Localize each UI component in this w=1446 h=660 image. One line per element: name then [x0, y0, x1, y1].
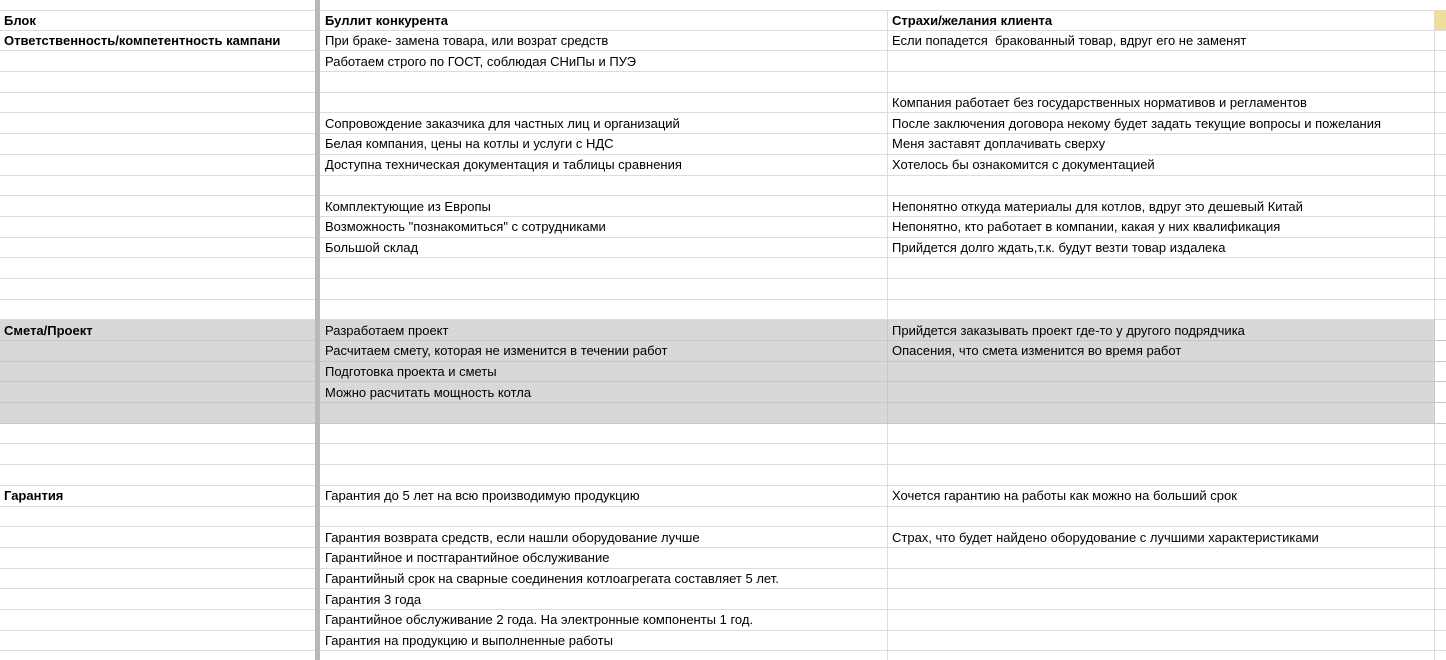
cell-block[interactable] — [0, 93, 315, 113]
cell-block[interactable] — [0, 341, 315, 361]
table-row — [0, 300, 1446, 321]
cell-fear[interactable] — [888, 424, 1435, 444]
cell-block[interactable]: Гарантия — [4, 488, 64, 504]
column-header-block[interactable]: Блок — [4, 12, 36, 28]
cell-fear[interactable] — [888, 610, 1435, 630]
cell-bullet[interactable]: Белая компания, цены на котлы и услуги с НДС — [321, 134, 888, 154]
cell-bullet[interactable]: Сопровождение заказчика для частных лиц и организаций — [321, 113, 888, 133]
table-row — [0, 548, 1446, 569]
cell-bullet[interactable] — [321, 444, 888, 464]
cell-block[interactable] — [0, 527, 315, 547]
cell-block[interactable] — [0, 569, 315, 589]
adjacent-column-cell[interactable] — [1435, 134, 1446, 154]
cell-fear[interactable] — [888, 382, 1435, 402]
cell-bullet[interactable]: Комплектующие из Европы — [321, 196, 888, 216]
adjacent-column-cell[interactable] — [1435, 196, 1446, 216]
cell-fear[interactable]: Хотелось бы ознакомится с документацией — [888, 155, 1435, 175]
cell-bullet[interactable] — [321, 651, 888, 660]
cell-bullet[interactable] — [321, 465, 888, 485]
cell-block[interactable] — [0, 589, 315, 609]
adjacent-column-cell[interactable] — [1435, 51, 1446, 71]
cell-block[interactable] — [0, 155, 315, 175]
cell-bullet[interactable] — [321, 424, 888, 444]
adjacent-column-cell[interactable] — [1435, 258, 1446, 278]
cell-bullet[interactable]: Расчитаем смету, которая не изменится в течении работ — [321, 341, 888, 361]
cell-bullet[interactable]: Подготовка проекта и сметы — [321, 362, 888, 382]
adjacent-column-cell[interactable] — [1435, 31, 1446, 51]
cell-bullet[interactable] — [321, 507, 888, 527]
table-row — [0, 527, 1446, 548]
cell-bullet[interactable]: Возможность "познакомиться" с сотрудниками — [321, 217, 888, 237]
table-row — [0, 238, 1446, 259]
cell-block[interactable] — [0, 258, 315, 278]
cell-block[interactable] — [0, 465, 315, 485]
cell-fear[interactable]: Компания работает без государственных нормативов и регламентов — [888, 93, 1435, 113]
cell-block[interactable] — [0, 424, 315, 444]
adjacent-column-cell[interactable] — [1435, 93, 1446, 113]
cell-fear[interactable] — [888, 362, 1435, 382]
cell-bullet[interactable] — [321, 300, 888, 320]
adjacent-column-cell[interactable] — [1435, 424, 1446, 444]
table-row — [0, 155, 1446, 176]
table-row — [0, 72, 1446, 93]
cell-bullet[interactable]: Работаем строго по ГОСТ, соблюдая СНиПы и ПУЭ — [321, 51, 888, 71]
adjacent-column-cell[interactable] — [1435, 72, 1446, 92]
adjacent-column-cell[interactable] — [1435, 279, 1446, 299]
adjacent-column-cell[interactable] — [1435, 113, 1446, 133]
sheet-grid — [0, 10, 1446, 660]
cell-fear[interactable] — [888, 589, 1435, 609]
table-row — [0, 176, 1446, 197]
cell-bullet[interactable]: При браке- замена товара, или возрат средств — [321, 31, 888, 51]
cell-bullet[interactable]: Гарантия возврата средств, если нашли оборудование лучше — [321, 527, 888, 547]
table-row — [0, 51, 1446, 72]
cell-fear[interactable]: Непонятно, кто работает в компании, какая у них квалификация — [888, 217, 1435, 237]
cell-fear[interactable] — [888, 651, 1435, 660]
table-row — [0, 444, 1446, 465]
cell-block[interactable] — [0, 444, 315, 464]
table-row — [0, 341, 1446, 362]
adjacent-column-cell[interactable] — [1435, 320, 1446, 340]
cell-fear[interactable]: Прийдется заказывать проект где-то у другого подрядчика — [888, 320, 1435, 340]
column-header-fear[interactable]: Страхи/желания клиента — [888, 11, 1435, 30]
cell-fear[interactable]: Опасения, что смета изменится во время работ — [888, 341, 1435, 361]
table-row — [0, 403, 1446, 424]
cell-fear[interactable] — [888, 507, 1435, 527]
cell-fear[interactable]: Если попадется бракованный товар, вдруг его не заменят — [888, 31, 1435, 51]
cell-bullet[interactable]: Гарантийный срок на сварные соединения котлоагрегата составляет 5 лет. — [321, 569, 888, 589]
adjacent-column-header-cell[interactable] — [1435, 11, 1446, 30]
cell-fear[interactable] — [888, 300, 1435, 320]
adjacent-column-cell[interactable] — [1435, 176, 1446, 196]
table-row — [0, 382, 1446, 403]
cell-fear[interactable] — [888, 258, 1435, 278]
adjacent-column-cell[interactable] — [1435, 155, 1446, 175]
cell-bullet[interactable]: Можно расчитать мощность котла — [321, 382, 888, 402]
cell-fear[interactable] — [888, 403, 1435, 423]
cell-block[interactable] — [0, 279, 315, 299]
cell-fear[interactable]: После заключения договора некому будет задать текущие вопросы и пожелания — [888, 113, 1435, 133]
rows-container — [0, 31, 1446, 660]
cell-fear[interactable]: Хочется гарантию на работы как можно на больший срок — [888, 486, 1435, 506]
adjacent-column-cell[interactable] — [1435, 341, 1446, 361]
cell-block[interactable] — [0, 403, 315, 423]
table-row — [0, 589, 1446, 610]
table-row — [0, 31, 1446, 52]
cell-block[interactable] — [0, 362, 315, 382]
cell-fear[interactable]: Меня заставят доплачивать сверху — [888, 134, 1435, 154]
cell-bullet[interactable]: Гарантийное и постгарантийное обслуживание — [321, 548, 888, 568]
table-row — [0, 279, 1446, 300]
frozen-pane-divider[interactable] — [315, 0, 320, 660]
cell-fear[interactable]: Непонятно откуда материалы для котлов, вдруг это дешевый Китай — [888, 196, 1435, 216]
table-row — [0, 258, 1446, 279]
cell-block[interactable]: Смета/Проект — [0, 320, 315, 340]
cell-block[interactable] — [0, 51, 315, 71]
table-row — [0, 610, 1446, 631]
cell-block[interactable]: Ответственность/компетентность кампани — [4, 33, 281, 49]
cell-bullet[interactable]: Гарантия на продукцию и выполненные работы — [321, 631, 888, 651]
adjacent-column-cell[interactable] — [1435, 403, 1446, 423]
cell-fear[interactable] — [888, 279, 1435, 299]
adjacent-column-cell[interactable] — [1435, 569, 1446, 589]
cell-block[interactable] — [0, 72, 315, 92]
cell-bullet[interactable]: Гарантия до 5 лет на всю производимую продукцию — [321, 486, 888, 506]
cell-block[interactable] — [0, 631, 315, 651]
adjacent-column-cell[interactable] — [1435, 486, 1446, 506]
table-row — [0, 465, 1446, 486]
cell-bullet[interactable]: Гарантия 3 года — [321, 589, 888, 609]
adjacent-column-cell[interactable] — [1435, 465, 1446, 485]
adjacent-column-cell[interactable] — [1435, 238, 1446, 258]
cell-block[interactable] — [0, 382, 315, 402]
cell-fear[interactable] — [888, 51, 1435, 71]
cell-bullet[interactable]: Гарантийное обслуживание 2 года. На электронные компоненты 1 год. — [321, 610, 888, 630]
cell-fear[interactable] — [888, 569, 1435, 589]
cell-bullet[interactable] — [321, 403, 888, 423]
table-row — [0, 486, 1446, 507]
cell-fear[interactable] — [888, 444, 1435, 464]
cell-block[interactable] — [0, 651, 315, 660]
header-row — [0, 10, 1446, 31]
column-header-bullet[interactable]: Буллит конкурента — [321, 11, 888, 30]
cell-bullet[interactable]: Разработаем проект — [321, 320, 888, 340]
cell-fear[interactable] — [888, 631, 1435, 651]
table-row — [0, 651, 1446, 660]
adjacent-column-cell[interactable] — [1435, 444, 1446, 464]
table-row — [0, 134, 1446, 155]
adjacent-column-cell[interactable] — [1435, 362, 1446, 382]
cell-block[interactable] — [0, 134, 315, 154]
adjacent-column-cell[interactable] — [1435, 631, 1446, 651]
cell-bullet[interactable]: Большой склад — [321, 238, 888, 258]
cell-block[interactable] — [0, 196, 315, 216]
table-row — [0, 424, 1446, 445]
table-row — [0, 196, 1446, 217]
adjacent-column-cell[interactable] — [1435, 507, 1446, 527]
table-row — [0, 362, 1446, 383]
cell-fear[interactable] — [888, 72, 1435, 92]
table-row — [0, 631, 1446, 652]
table-row — [0, 569, 1446, 590]
adjacent-column-cell[interactable] — [1435, 548, 1446, 568]
cell-fear[interactable] — [888, 548, 1435, 568]
cell-bullet[interactable] — [321, 258, 888, 278]
cell-fear[interactable] — [888, 176, 1435, 196]
cell-bullet[interactable] — [321, 176, 888, 196]
cell-bullet[interactable] — [321, 93, 888, 113]
cell-bullet[interactable] — [321, 72, 888, 92]
cell-block[interactable] — [0, 507, 315, 527]
adjacent-column-cell[interactable] — [1435, 589, 1446, 609]
table-row — [0, 507, 1446, 528]
adjacent-column-cell[interactable] — [1435, 610, 1446, 630]
cell-bullet[interactable]: Доступна техническая документация и таблицы сравнения — [321, 155, 888, 175]
cell-bullet[interactable] — [321, 279, 888, 299]
cell-fear[interactable]: Страх, что будет найдено оборудование с лучшими характеристиками — [888, 527, 1435, 547]
adjacent-column-cell[interactable] — [1435, 300, 1446, 320]
table-row — [0, 320, 1446, 341]
cell-block[interactable] — [0, 548, 315, 568]
cell-block[interactable] — [0, 238, 315, 258]
cell-block[interactable] — [0, 217, 315, 237]
cell-block[interactable] — [0, 300, 315, 320]
adjacent-column-cell[interactable] — [1435, 651, 1446, 660]
cell-block[interactable] — [0, 610, 315, 630]
table-row — [0, 93, 1446, 114]
cell-fear[interactable]: Прийдется долго ждать,т.к. будут везти товар издалека — [888, 238, 1435, 258]
adjacent-column-cell[interactable] — [1435, 527, 1446, 547]
adjacent-column-cell[interactable] — [1435, 382, 1446, 402]
table-row — [0, 217, 1446, 238]
cell-block[interactable] — [0, 176, 315, 196]
adjacent-column-cell[interactable] — [1435, 217, 1446, 237]
cell-block[interactable] — [0, 113, 315, 133]
table-row — [0, 113, 1446, 134]
cell-fear[interactable] — [888, 465, 1435, 485]
